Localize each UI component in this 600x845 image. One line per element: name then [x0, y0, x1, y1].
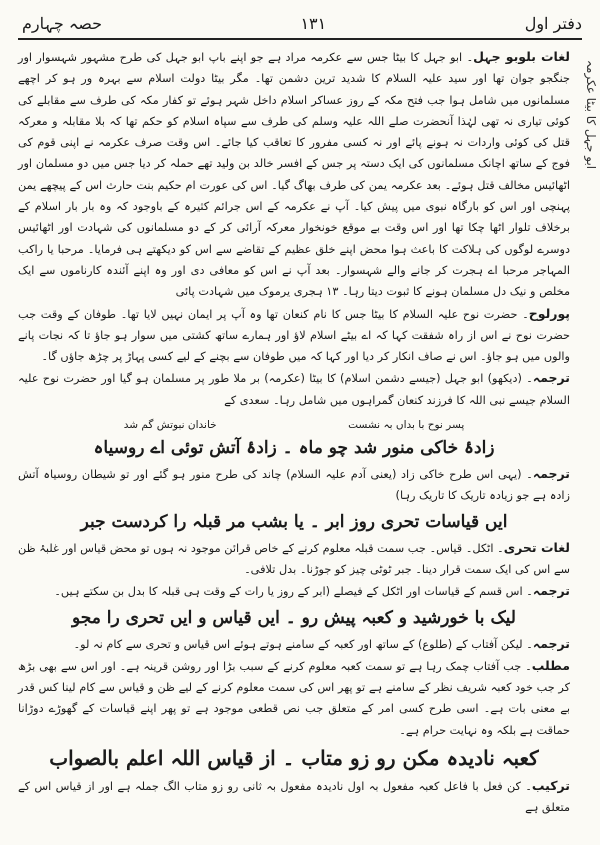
page-body — [18, 46, 570, 839]
page-header — [22, 8, 582, 38]
paragraph-translation-3 — [18, 580, 570, 602]
caption-left: خاندان نبوتش گم شد — [123, 419, 217, 432]
paragraph-text: ۔ اس قسم کے قیاسات اور اٹکل کے فیصلے (ابر کے روز یا رات کے وقت ہی قبلہ کا بدل بن سکتے ہیں۔ — [54, 585, 533, 599]
paragraph-translation-2 — [18, 463, 570, 507]
paragraph-text: ۔ لیکن آفتاب کے (طلوع) کے ساتھ اور کعبہ کے سامنے ہوتے ہوئے اس قیاس و تحری سے کام نہ لو۔ — [73, 637, 533, 651]
paragraph-nuh — [18, 303, 570, 368]
paragraph-text: ۔ (یہی اس طرح خاکی زاد (یعنی آدم علیہ السلام) چاند کی طرح منور ہو گئے اور تو شیطان روسیاہ آتش زادہ ہے جو زیادہ تاریک کا تاریک رہا) — [18, 468, 570, 503]
paragraph-abu-jahl — [18, 46, 570, 303]
page-number: ۱۳۱ — [300, 13, 327, 33]
paragraph-tarkib — [18, 775, 570, 819]
paragraph-text: ۔ کن فعل با فاعل کعبہ مفعول بہ اول نادیدہ مفعول بہ ثانی رو زو متاب الگ جملہ ہے اور از قیاس اس کے متعلق ہے — [18, 780, 570, 815]
header-volume-label: دفتر اول — [524, 13, 582, 33]
term-heading: مطلب — [531, 657, 570, 673]
margin-handwritten-note: ابو جہل کا بیٹا عکرمہ — [584, 60, 598, 170]
term-heading: لغات بلوبو جہل — [473, 49, 570, 64]
paragraph-text: ۔ حضرت نوح علیہ السلام کا بیٹا جس کا نام کنعان تھا وہ آپ پر ایمان نہیں لایا تھا۔ طوفان کے وقت جب حضرت نوح نے اس از راہ شفقت کہا کہ اے بیٹے اسلام لاؤ اور ہمارے ساتھ کشتی میں سوار ہو جاؤ تا کہ نجات پانے والوں میں ہو جاؤ۔ اس نے صاف انکار کر دیا اور کہا کہ میں طوفان سے بچنے کے لیے کسی پہاڑ پر چڑھ جاؤں گا۔ — [18, 307, 570, 364]
verse-caption — [58, 417, 530, 433]
term-heading: پورلوح — [528, 305, 570, 321]
paragraph-text: ۔ اٹکل۔ قیاس۔ جب سمت قبلہ معلوم کرنے کے خاص قرائن موجود نہ ہوں تو محض قیاس اور غلبۂ ظن سے اس کی ایک سمت قرار دینا۔ جبر ٹوٹی چیز کو جوڑنا۔ بدل تلافی۔ — [18, 541, 570, 576]
term-heading: ترجمہ — [532, 635, 570, 651]
verse-3: لیک با خورشید و کعبہ پیش رو ۔ ایں قیاس و ایں تحری را مجو — [72, 607, 516, 628]
verse-1: زادۂ خاکی منور شد چو ماہ ۔ زادۂ آتش توئی اے روسیاہ — [93, 438, 495, 459]
verse-2: ایں قیاسات تحری روز ابر ۔ یا بشب مر قبلہ را کردست جبر — [80, 511, 508, 532]
term-heading: ترجمہ — [532, 466, 570, 482]
header-rule — [18, 38, 582, 40]
paragraph-text: ۔ جب آفتاب چمک رہا ہے تو سمت کعبہ معلوم کرنے کے سبب بڑا اور روشن قرینہ ہے۔ اور اس سے بھی بڑھ کر جب خود کعبہ شریف نظر کے سامنے ہے تو پھر اس کی سمت معلوم کرنے کے لیے ظن و قیاس سے کام لینا کس قدر بے معنی بات ہے۔ اسی طرح کسی امر کے متعلق جب نص قطعی موجود ہے تو پھر اپنے قیاسات کے گھوڑے دوڑانا حماقت ہے بلکہ وہ نہایت حرام ہے۔ — [18, 659, 570, 737]
term-heading: ترکیب — [531, 778, 570, 794]
paragraph-text: ۔ ابو جہل کا بیٹا جس سے عکرمہ مراد ہے جو اپنے باپ ابو جہل کی طرح مشہور شہسوار اور جنگجو جوان تھا اور سید علیہ السلام کا شدید ترین دشمن تھا۔ مگر بیٹا دولت اسلام سے بہرہ ور ہو کر اچھے مسلمانوں میں شامل ہوا جب فتح مکہ کے روز عساکر اسلام داخل شہر ہوئے تو کفار مکہ کی طرف سے مقابلے کی کوئی تیاری نہ تھی لہٰذا آنحضرت صلے اللہ علیہ وسلم کی طرف سے سپاہ اسلام کو حکم تھا کہ بلا مقابلہ و معرکہ قتل کی کوئی واردات نہ ہونے پائے اور نہ کسی مفرور کا تعاقب کیا جائے۔ اس وقت صرف عکرمہ نے اپنی قوم کی فوج کے ساتھ اچانک مسلمانوں کی ایک دستہ پر جس کے افسر خالد بن ولید تھے حملہ کر دیا جس میں دو مسلمان اور اٹھائیس مخالف قتل ہوئے۔ بعد عکرمہ یمن کی طرف بھاگ گیا۔ اس کی عورت ام حکیم بنت حارث اس کے پیچھے یمن پہنچی اور اس کو بارگاہ نبوی میں پیش کیا۔ آپ نے عکرمہ کے اس جرائم کثیرہ کے باوجود کہ وہ بار بار اسلام کے برخلاف تلوار اٹھا چکا تھا اور اس وقت بے موقع خونخوار معرکہ آرائی کر کے دو مسلمانوں کی شہادت اور اٹھائیس دوسرے لوگوں کی ہلاکت کا باعث ہوا محض اپنے خلق عظیم کے تقاضے سے اس کو دیکھتے ہی فرمایا۔ مرحبا یا راکب المہاجر مرحبا اے ہجرت کر جانے والے شہسوار۔ بعد آپ نے اس کو معافی دی اور وہ اپنے آئندہ کارناموں سے ایک مخلص و نیک دل مسلمان ہونے کا ثبوت دیتا رہا۔ ۱۳ ہجری یرموک میں شہادت پائی — [18, 51, 570, 299]
verse-4: کعبہ نادیدہ مکن رو زو متاب ۔ از قیاس اللہ اعلم بالصواب — [49, 746, 539, 771]
term-heading: ترجمہ — [532, 583, 570, 599]
paragraph-matlab — [18, 655, 570, 741]
paragraph-translation-4 — [18, 633, 570, 655]
caption-right: پسر نوح با بداں بہ نشست — [348, 419, 465, 432]
header-part-label: حصہ چہارم — [22, 13, 102, 33]
paragraph-lughat-tahari — [18, 537, 570, 581]
term-heading: ترجمہ — [532, 370, 570, 386]
term-heading: لغات تحری — [503, 539, 570, 555]
paragraph-translation-1 — [18, 367, 570, 411]
paragraph-text: ۔ (دیکھو) ابو جہل (جیسے دشمن اسلام) کا بیٹا (عکرمہ) بر ملا طور پر مسلمان ہو گیا اور حضرت نوح علیہ السلام جیسے نبی اللہ کا فرزند کنعان گمراہوں میں شامل رہا۔ سعدی کے — [18, 372, 570, 407]
